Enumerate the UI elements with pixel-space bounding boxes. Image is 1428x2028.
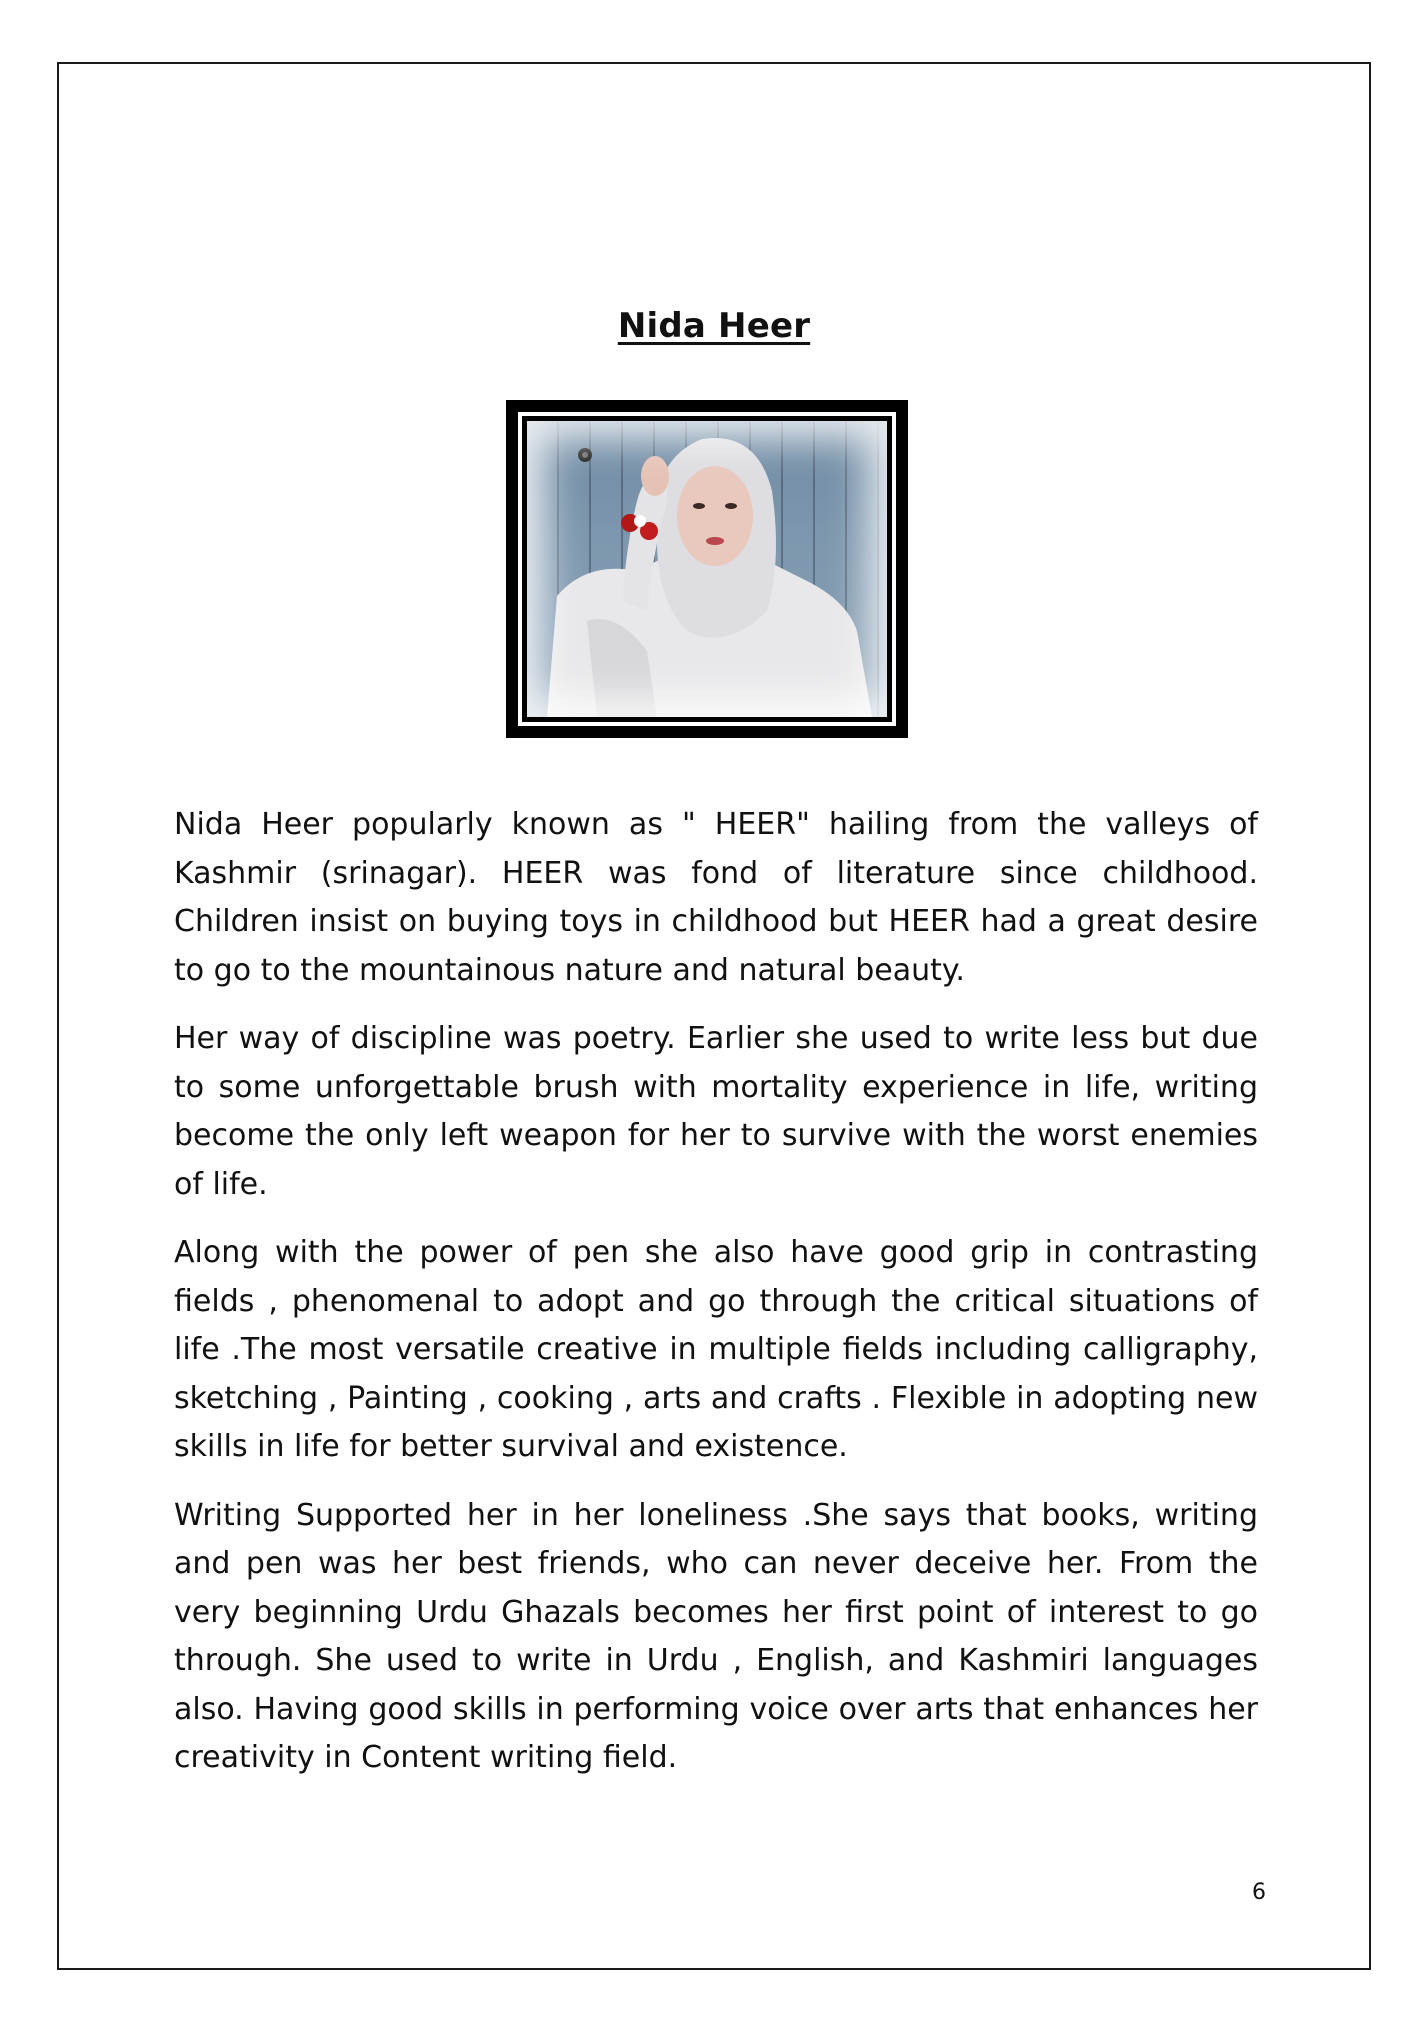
photo-vignette [527,421,887,717]
page-number: 6 [1252,1880,1266,1905]
paragraph-1: Nida Heer popularly known as " HEER" hailing from the valleys of Kashmir (srinagar). HEER was fond of literature since childhood. Children insist on buying toys in childhood but HEER had a great desire to go to the mountainous nature and natural beauty. [174,807,1258,988]
paragraph-4: Writing Supported her in her loneliness .She says that books, writing and pen was her best friends, who can never deceive her. From the very beginning Urdu Ghazals becomes her first point of interest to go through. She used to write in Urdu , English, and Kashmiri languages also. Having good skills in performing voice over arts that enhances her creativity in Content writing field. [174,1497,1258,1775]
paragraph-3: Along with the power of pen she also have good grip in contrasting fields , phenomenal to adopt and go through the critical situations of life .The most versatile creative in multiple fields including calligraphy, sketching , Painting , cooking , arts and crafts . Flexible in adopting new skills in life for better survival and existence. [174,1235,1258,1464]
article-body [174,801,1258,1803]
photo-frame-inner-border [518,412,896,726]
portrait-photo [527,421,887,717]
portrait-photo-frame [506,400,908,738]
page-title: Nida Heer [617,306,811,346]
paragraph-2: Her way of discipline was poetry. Earlier she used to write less but due to some unforgettable brush with mortality experience in life, writing become the only left weapon for her to survive with the worst enemies of life. [174,1021,1258,1202]
